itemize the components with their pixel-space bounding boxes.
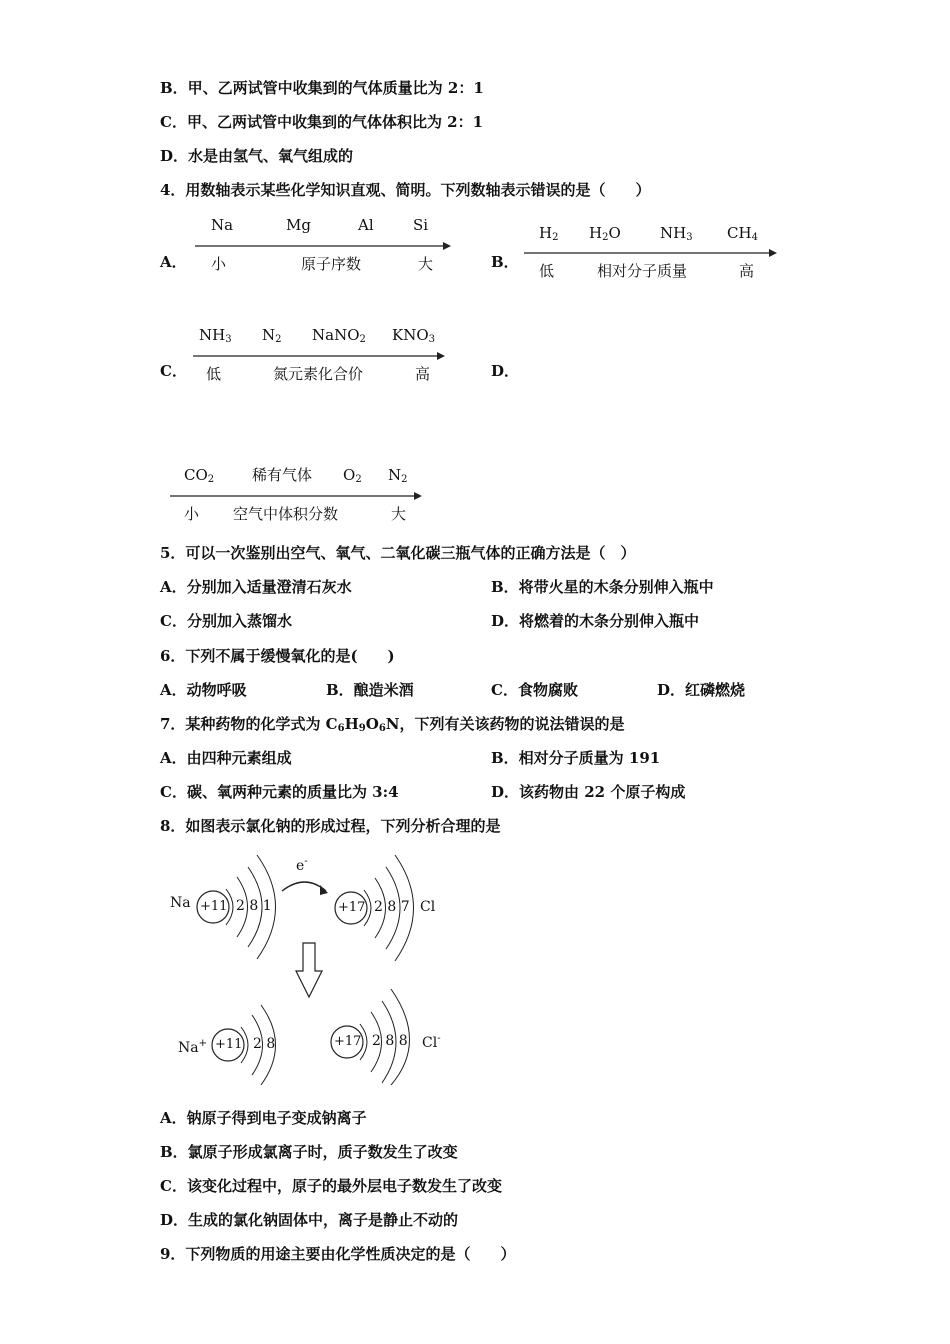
cl-ion-shells: 2 8 8 xyxy=(372,1033,408,1049)
axis-d-right: 大 xyxy=(391,505,407,523)
q8-stem: 8．如图表示氯化钠的形成过程，下列分析合理的是 xyxy=(160,817,501,835)
cl-ion-label: Cl- xyxy=(422,1033,441,1051)
axis-b-left: 低 xyxy=(539,262,555,280)
axis-a-middle: 原子序数 xyxy=(301,255,362,273)
axis-d-top-2: 稀有气体 xyxy=(252,466,313,484)
axis-d-top-4: $N_2$ xyxy=(388,466,408,485)
axis-a-top-1: Na xyxy=(211,216,234,234)
q5-option-a: A．分别加入适量澄清石灰水 xyxy=(160,578,352,596)
axis-b-top-1: $H_2$ xyxy=(539,224,559,243)
q4-axis-d xyxy=(170,463,430,533)
axis-d-top-1: $CO_2$ xyxy=(184,466,215,485)
q7-stem: 7．某种药物的化学式为 $C_6H_9O_6N$，下列有关该药物的说法错误的是 xyxy=(160,715,625,734)
q4-option-d-letter: D． xyxy=(491,362,520,380)
axis-b-top-2: $H_2O$ xyxy=(589,224,621,243)
q8-option-b: B．氯原子形成氯离子时，质子数发生了改变 xyxy=(160,1143,458,1161)
q5-stem: 5．可以一次鉴别出空气、氧气、二氧化碳三瓶气体的正确方法是（ ） xyxy=(160,544,636,562)
axis-c-right: 高 xyxy=(415,365,431,383)
axis-c-left: 低 xyxy=(206,365,222,383)
na-shells: 2 8 1 xyxy=(236,898,272,914)
axis-a-right: 大 xyxy=(418,255,434,273)
q5-option-c: C．分别加入蒸馏水 xyxy=(160,612,292,630)
q4-option-c-letter: C． xyxy=(160,362,187,380)
axis-a-arrow xyxy=(195,240,455,252)
axis-b-top-4: $CH_4$ xyxy=(727,224,758,243)
axis-d-top-3: $O_2$ xyxy=(343,466,362,485)
axis-c-top-3: NaNO$_2$ xyxy=(312,326,366,345)
axis-a-top-3: Al xyxy=(358,216,374,234)
q7-option-a: A．由四种元素组成 xyxy=(160,749,292,767)
axis-c-arrow xyxy=(193,350,453,362)
axis-a-top-4: Si xyxy=(413,216,429,234)
q4-axis-a xyxy=(195,213,455,283)
axis-a-top-2: Mg xyxy=(286,216,311,234)
q4-axis-b xyxy=(524,221,784,291)
q4-option-a-letter: A． xyxy=(160,253,187,271)
cl-nucleus: +17 xyxy=(338,900,366,915)
axis-b-top-3: $NH_3$ xyxy=(660,224,693,243)
q8-option-a: A．钠原子得到电子变成钠离子 xyxy=(160,1109,367,1127)
q6-option-c: C．食物腐败 xyxy=(491,681,578,699)
axis-c-top-1: $NH_3$ xyxy=(199,326,232,345)
cl-shells: 2 8 7 xyxy=(374,899,410,915)
q4-stem: 4．用数轴表示某些化学知识直观、简明。下列数轴表示错误的是（ ） xyxy=(160,181,651,199)
q5-option-b: B．将带火星的木条分别伸入瓶中 xyxy=(491,578,714,596)
electron-label: e- xyxy=(296,856,308,874)
axis-d-arrow xyxy=(170,490,430,502)
axis-c-middle: 氮元素化合价 xyxy=(273,365,364,383)
axis-b-arrow xyxy=(524,247,784,259)
q6-option-a: A．动物呼吸 xyxy=(160,681,247,699)
axis-b-middle: 相对分子质量 xyxy=(597,262,688,280)
q7-option-c: C．碳、氧两种元素的质量比为 3:4 xyxy=(160,783,399,801)
q4-option-b-letter: B． xyxy=(491,253,519,271)
na-nucleus: +11 xyxy=(200,899,228,914)
axis-b-right: 高 xyxy=(739,262,755,280)
na-ion-label: Na+ xyxy=(178,1038,207,1056)
q6-option-b: B．酿造米酒 xyxy=(326,681,414,699)
q8-option-c: C．该变化过程中，原子的最外层电子数发生了改变 xyxy=(160,1177,502,1195)
nacl-formation-diagram xyxy=(160,845,460,1085)
q6-stem: 6．下列不属于缓慢氧化的是( ) xyxy=(160,647,395,665)
q4-axis-c xyxy=(193,323,453,393)
na-ion-nucleus: +11 xyxy=(215,1037,243,1052)
cl-atom-label: Cl xyxy=(420,899,436,915)
axis-c-top-4: $KNO_3$ xyxy=(392,326,436,345)
q7-option-d: D．该药物由 22 个原子构成 xyxy=(491,783,686,801)
na-ion-shells: 2 8 xyxy=(253,1036,276,1052)
q3-option-c: C．甲、乙两试管中收集到的气体体积比为 2：1 xyxy=(160,113,484,131)
cl-ion-nucleus: +17 xyxy=(334,1034,362,1049)
na-atom-label: Na xyxy=(170,895,191,911)
axis-d-middle: 空气中体积分数 xyxy=(233,505,339,523)
q3-option-b: B．甲、乙两试管中收集到的气体质量比为 2：1 xyxy=(160,79,484,97)
axis-c-top-2: $N_2$ xyxy=(262,326,282,345)
axis-d-left: 小 xyxy=(184,505,200,523)
axis-a-left: 小 xyxy=(211,255,227,273)
q9-stem: 9．下列物质的用途主要由化学性质决定的是（ ） xyxy=(160,1245,516,1263)
q7-option-b: B．相对分子质量为 191 xyxy=(491,749,661,767)
q3-option-d: D．水是由氢气、氧气组成的 xyxy=(160,147,354,165)
q6-option-d: D．红磷燃烧 xyxy=(657,681,746,699)
q8-option-d: D．生成的氯化钠固体中，离子是静止不动的 xyxy=(160,1211,459,1229)
q5-option-d: D．将燃着的木条分别伸入瓶中 xyxy=(491,612,700,630)
